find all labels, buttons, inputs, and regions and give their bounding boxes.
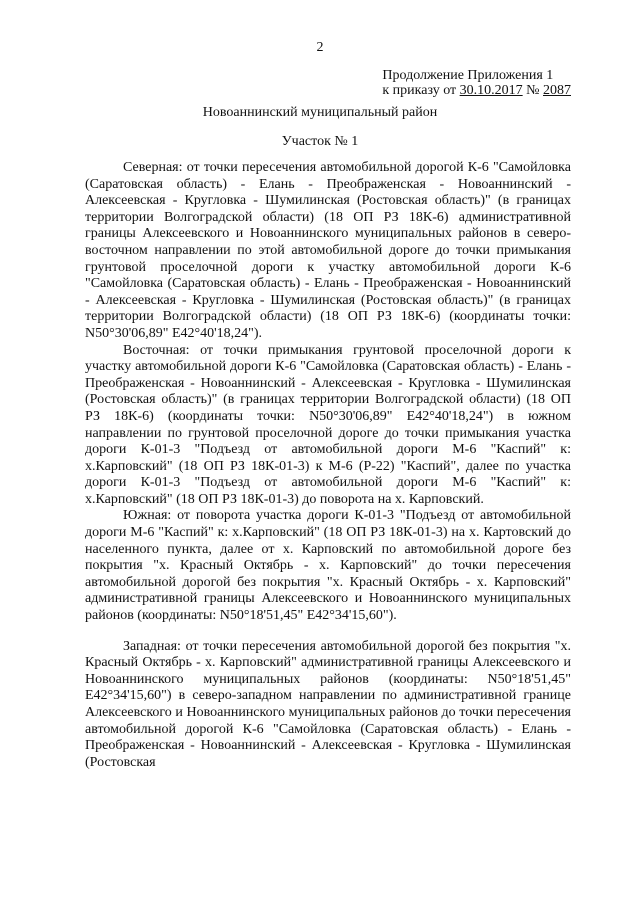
paragraph-north-boundary: Северная: от точки пересечения автомобильной дорогой К-6 "Самойловка (Саратовская область) - Елань - Преображенская - Новоаннинский - Алексеевская - Кругловка - Шумилинская (Ростовская область)" (в границах территории Волгоградской области) (18 ОП РЗ 18К-6) административной границы Алексеевского и Новоаннинского муниципальных районов в северо-восточном направлении по этой автомобильной дороге до точки примыкания грунтовой проселочной дороги к участку автомобильной дороги К-6 "Самойловка (Саратовская область) - Елань - Преображенская - Новоаннинский - Алексеевская - Кругловка - Шумилинская (Ростовская область)" (в границах территории Волгоградской области) (18 ОП РЗ 18К-6) (координаты точки: N50°30'06,89" E42°40'18,24"). (85, 160, 571, 341)
order-number-sign: № (522, 83, 543, 98)
paragraph-west-boundary: Западная: от точки пересечения автомобильной дорогой без покрытия "х. Красный Октябрь - х. Карповский" административной границы Алексеевского и Новоаннинского муниципальных районов (координаты: N50°18'51,45" E42°34'15,60") в северо-западном направлении по административной границе Алексеевского и Новоаннинского муниципальных районов до точки пересечения автомобильной дорогой К-6 "Самойловка (Саратовская область) - Елань - Преображенская - Новоаннинский - Алексеевская - Кругловка - Шумилинская (Ростовская (85, 638, 571, 770)
appendix-reference (382, 68, 571, 98)
order-date: 30.10.2017 (459, 83, 523, 98)
document-body (85, 160, 571, 771)
page-number: 2 (316, 40, 324, 55)
paragraph-south-boundary: Южная: от поворота участка дороги К-01-3 "Подъезд от автомобильной дороги М-6 "Каспий" к: х.Карповский" (18 ОП РЗ 18К-01-3) на х. Картовский до населенного пункта, далее от х. Карповский по автомобильной дороге без покрытия "х. Красный Октябрь - х. Карповский" до точки пересечения автомобильной дорогой без покрытия "х. Красный Октябрь - х. Карповский" административной границы Алексеевского и Новоаннинского муниципальных районов (координаты: N50°18'51,45" E42°34'15,60"). (85, 508, 571, 624)
district-title: Новоаннинский муниципальный район (202, 105, 438, 120)
order-prefix: к приказу от (382, 83, 460, 98)
order-number: 2087 (543, 83, 571, 98)
appendix-line: Продолжение Приложения 1 (382, 68, 554, 83)
section-title: Участок № 1 (281, 134, 359, 149)
order-reference-line (382, 83, 571, 98)
paragraph-east-boundary: Восточная: от точки примыкания грунтовой проселочной дороги к участку автомобильной дороги К-6 "Самойловка (Саратовская область) - Елань - Преображенская - Новоаннинский - Алексеевская - Кругловка - Шумилинская (Ростовская область)" (в границах территории Волгоградской области) (18 ОП РЗ 18К-6) (координаты точки: N50°30'06,89" E42°40'18,24") в южном направлении по грунтовой проселочной дороге до точки примыкания участка дороги К-01-3 "Подъезд от автомобильной дороги М-6 "Каспий" к: х.Карповский" (18 ОП РЗ 18К-01-3) к М-6 (Р-22) "Каспий", далее по участка дороги К-01-3 "Подъезд от автомобильной дороги М-6 "Каспий" к: х.Карповский" (18 ОП РЗ 18К-01-3) до поворота на х. Карповский. (85, 342, 571, 507)
